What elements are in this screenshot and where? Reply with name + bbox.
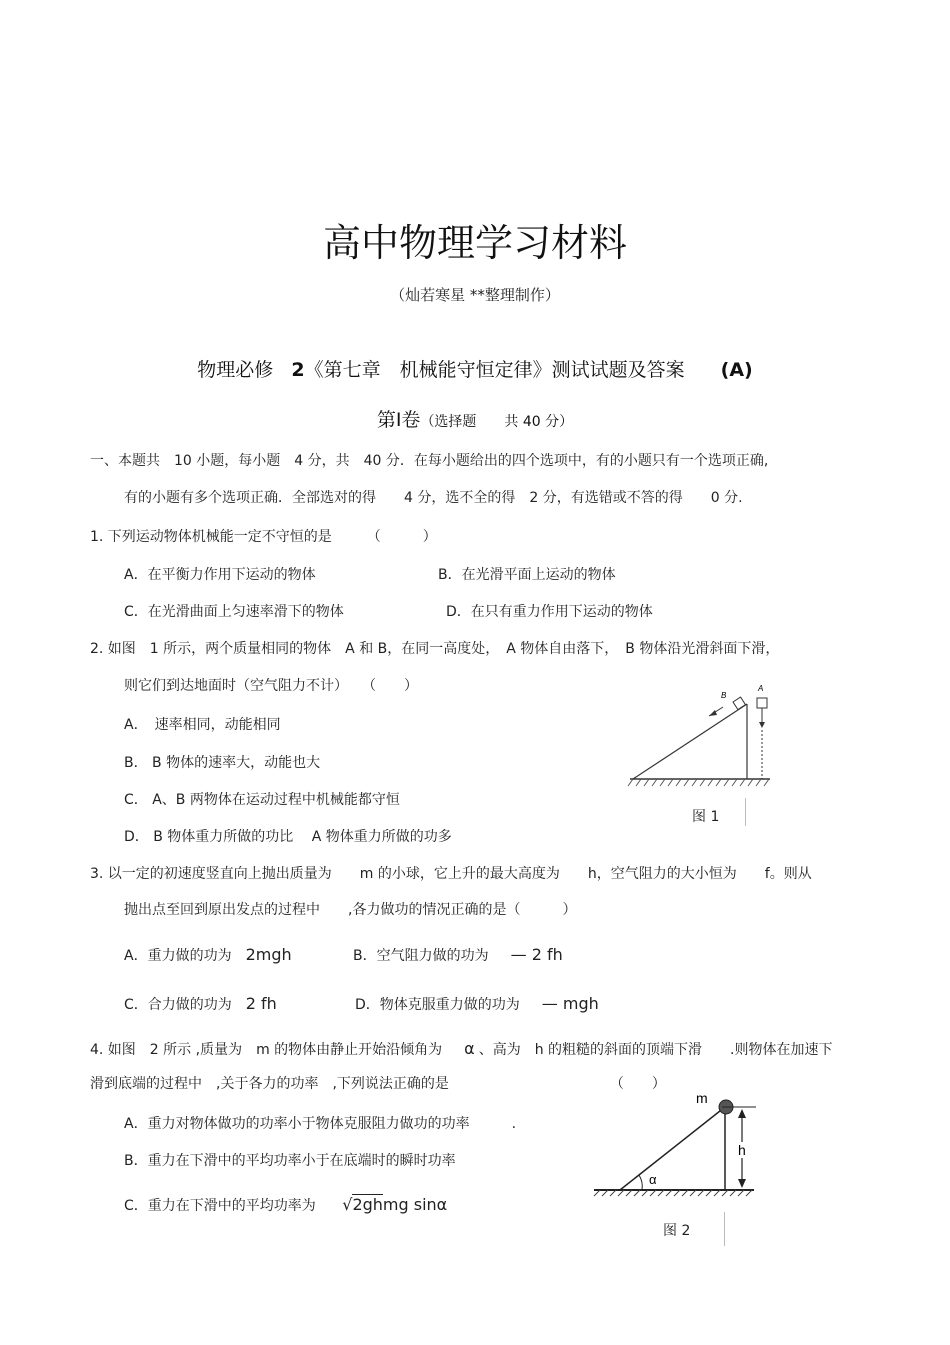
q1-option-c: C．在光滑曲面上匀速率滑下的物体 bbox=[124, 604, 344, 620]
q3-option-a-value: 2mgh bbox=[245, 945, 292, 964]
q3-option-a-label: A．重力做的功为 bbox=[124, 948, 232, 964]
q3-option-c-label: C．合力做的功为 bbox=[124, 997, 232, 1013]
q4-option-c-label: C．重力在下滑中的平均功率为 bbox=[124, 1198, 316, 1214]
fig1-label-a: A bbox=[758, 684, 764, 693]
q3-option-c bbox=[124, 995, 277, 1014]
q4-option-c bbox=[124, 1196, 447, 1215]
page-subtitle: （灿若寒星 **整理制作） bbox=[390, 286, 560, 304]
q1-option-d: D．在只有重力作用下运动的物体 bbox=[446, 604, 653, 620]
instructions-line-2: 有的小题有多个选项正确．全部选对的得 4 分，选不全的得 2 分，有选错或不答的得 0 分. bbox=[124, 490, 743, 506]
figure-1-incline bbox=[625, 682, 775, 792]
q4-option-b: B．重力在下滑中的平均功率小于在底端时的瞬时功率 bbox=[124, 1153, 456, 1169]
figure-1-divider bbox=[745, 798, 746, 826]
fig1-label-b: B bbox=[721, 691, 727, 700]
q2-option-b: B． B 物体的速率大，动能也大 bbox=[124, 755, 321, 771]
q3-option-b-label: B．空气阻力做的功为 bbox=[353, 948, 489, 964]
fig2-label-m: m bbox=[696, 1090, 708, 1106]
q3-option-a bbox=[124, 946, 292, 965]
q1-option-b: B．在光滑平面上运动的物体 bbox=[438, 567, 616, 583]
q4-stem-line-1 bbox=[90, 1040, 832, 1059]
q3-option-d-value: — mgh bbox=[541, 994, 599, 1013]
q2-option-c: C． A、B 两物体在运动过程中机械能都守恒 bbox=[124, 792, 400, 808]
test-title-pre: 物理必修 bbox=[197, 359, 274, 381]
q2-option-a: A． 速率相同，动能相同 bbox=[124, 717, 281, 733]
q4-stem-1b: 、高为 h 的粗糙的斜面的顶端下滑 .则物体在加速下 bbox=[478, 1042, 833, 1058]
test-title bbox=[0, 355, 950, 382]
fig2-label-alpha: α bbox=[649, 1172, 657, 1187]
q4-option-a: A．重力对物体做功的功率小于物体克服阻力做功的功率 . bbox=[124, 1116, 517, 1132]
fig2-label-h: h bbox=[738, 1142, 746, 1158]
sqrt-symbol-icon: √ bbox=[342, 1195, 353, 1214]
test-title-suffix: (A) bbox=[720, 359, 753, 381]
figure-2-caption: 图 2 bbox=[663, 1223, 691, 1239]
q1-option-a: A．在平衡力作用下运动的物体 bbox=[124, 567, 316, 583]
instructions-line-1: 一、本题共 10 小题，每小题 4 分，共 40 分．在每小题给出的四个选项中，有的小题只有一个选项正确, bbox=[90, 453, 769, 469]
q4-stem-line-2: 滑到底端的过程中 ,关于各力的功率 ,下列说法正确的是 （ ） bbox=[90, 1076, 666, 1092]
q1-stem: 1. 下列运动物体机械能一定不守恒的是 （ ） bbox=[90, 529, 437, 545]
section-heading bbox=[0, 405, 950, 432]
q4-option-c-tail: mg sin bbox=[382, 1195, 437, 1214]
q3-option-d-label: D．物体克服重力做的功为 bbox=[355, 997, 520, 1013]
figure-2-incline bbox=[592, 1085, 762, 1210]
test-title-num: 2 bbox=[291, 359, 305, 381]
q4-option-c-root: 2gh bbox=[352, 1195, 383, 1214]
q2-stem-line-1: 2. 如图 1 所示，两个质量相同的物体 A 和 B，在同一高度处， A 物体自由落下， B 物体沿光滑斜面下滑， bbox=[90, 641, 780, 657]
figure-2-divider bbox=[724, 1212, 725, 1246]
q4-option-c-alpha: α bbox=[436, 1195, 448, 1214]
q3-option-c-value: 2 fh bbox=[245, 994, 277, 1013]
figure-1-caption: 图 1 bbox=[692, 809, 720, 825]
q3-option-b bbox=[353, 946, 563, 965]
test-title-main: 《第七章 机械能守恒定律》测试试题及答案 bbox=[304, 359, 685, 381]
section-note: （选择题 共 40 分） bbox=[420, 414, 574, 430]
q4-option-c-formula bbox=[342, 1195, 447, 1214]
q2-option-d: D． B 物体重力所做的功比 A 物体重力所做的功多 bbox=[124, 829, 452, 845]
q4-stem-1a: 4. 如图 2 所示 ,质量为 m 的物体由静止开始沿倾角为 bbox=[90, 1042, 443, 1058]
page-title: 高中物理学习材料 bbox=[322, 221, 627, 265]
q4-alpha-symbol: α bbox=[464, 1039, 475, 1058]
q3-stem-line-1: 3. 以一定的初速度竖直向上抛出质量为 m 的小球，它上升的最大高度为 h，空气阻力的大小恒为 f。则从 bbox=[90, 866, 812, 882]
q3-stem-line-2: 抛出点至回到原出发点的过程中 ,各力做功的情况正确的是（ ） bbox=[124, 902, 577, 918]
q3-option-b-value: — 2 fh bbox=[510, 945, 563, 964]
q2-stem-line-2: 则它们到达地面时（空气阻力不计） （ ） bbox=[124, 678, 418, 694]
q3-option-d bbox=[355, 995, 599, 1014]
section-name: 第Ⅰ卷 bbox=[376, 409, 421, 431]
